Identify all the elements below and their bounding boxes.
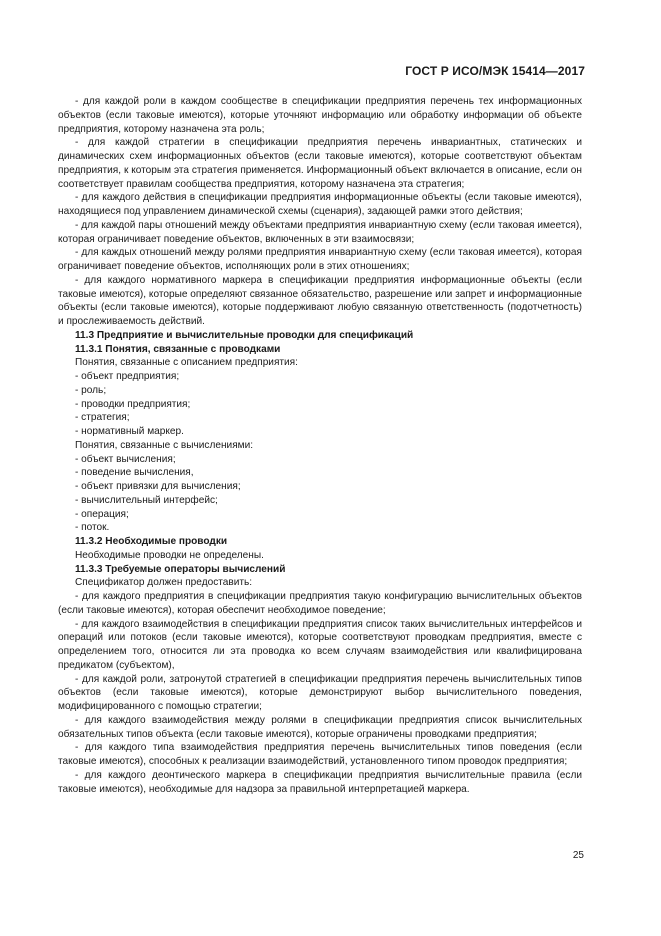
paragraph: Необходимые проводки не определены.	[75, 549, 264, 561]
paragraph: - для каждого действия в спецификации предприятия информационные объекты (если таковые имеются), находящиеся под управлением динамической схемы (сценария), задающей рамки этого действия;	[58, 192, 582, 217]
paragraph: - для каждой пары отношений между объектами предприятия инвариантную схему (если таковая имеется), которая ограничивает поведение объектов, включенных в эти взаимосвязи;	[58, 219, 582, 245]
subsection-heading: 11.3.3 Требуемые операторы вычислений	[75, 563, 286, 575]
list-item: - стратегия;	[75, 412, 130, 424]
paragraph: Понятия, связанные с вычислениями:	[75, 439, 254, 451]
page-number: 25	[572, 850, 584, 861]
list-item: - роль;	[75, 384, 107, 396]
paragraph: - для каждого взаимодействия между ролями в спецификации предприятия список вычислительных обязательных типов объекта (если таковые имеются), которые ограничены проводками предприятия;	[58, 714, 582, 740]
paragraph: Спецификатор должен предоставить:	[75, 577, 253, 589]
list-item: - объект привязки для вычисления;	[75, 481, 241, 492]
subsection-heading: 11.3.1 Понятия, связанные с проводками	[75, 343, 281, 355]
paragraph: - для каждого нормативного маркера в спецификации предприятия информационные объекты (если таковые имеются), которые определяют связанное обязательство, разрешение или запрет и информационные объекты (если таковые имеются), которые поддерживают любую связанную ответственность (подотчетность) и прослеживаемость действий.	[58, 274, 582, 327]
section-heading: 11.3 Предприятие и вычислительные проводки для спецификаций	[75, 329, 414, 341]
paragraph: - для каждого взаимодействия в спецификации предприятия список таких вычислительных интерфейсов и операций или потоков (если таковые имеются), которые соответствуют проводкам предприятия, вместе с определением того, относится ли эта проводка ко всем случаям взаимодействия или квалифицирована предикатом (субъектом),	[58, 618, 582, 671]
list-item: - объект вычисления;	[75, 453, 176, 465]
list-item: - операция;	[75, 508, 129, 520]
paragraph: - для каждой роли в каждом сообществе в спецификации предприятия перечень тех информационных объектов (если таковые имеются), которые уточняют информацию или обработку информации об объекте предприятия, которому назначена эта роль;	[58, 96, 582, 135]
paragraph: - для каждой роли, затронутой стратегией в спецификации предприятия перечень вычислительных типов объектов (если таковые имеются), которые демонстрируют выбор вычислительного поведения, модифицированного с помощью стратегии;	[58, 673, 582, 712]
list-item: - вычислительный интерфейс;	[75, 494, 218, 506]
subsection-heading: 11.3.2 Необходимые проводки	[75, 536, 228, 547]
paragraph: Понятия, связанные с описанием предприятия:	[75, 357, 298, 369]
list-item: - нормативный маркер.	[75, 426, 184, 437]
paragraph: - для каждой стратегии в спецификации предприятия перечень инвариантных, статических и динамических схем информационных объектов (если таковые имеются), которые соответствуют объектам предприятия, к которым эта стратегия применяется. Информационный объект включается в описание, если он соответствует правилам сообщества предприятия, которому назначена эта стратегия;	[58, 137, 582, 190]
list-item: - поведение вычисления,	[75, 467, 194, 479]
paragraph: - для каждого деонтического маркера в спецификации предприятия вычислительные правила (если таковые имеются), необходимые для надзора за правильной интерпретацией маркера.	[58, 769, 582, 795]
list-item: - проводки предприятия;	[75, 398, 191, 410]
document-body	[58, 95, 582, 796]
paragraph: - для каждых отношений между ролями предприятия инвариантную схему (если таковая имеется), которая ограничивает поведение объектов, исполняющих роли в этих отношениях;	[58, 247, 582, 272]
list-item: - поток.	[75, 522, 110, 534]
paragraph: - для каждого предприятия в спецификации предприятия такую конфигурацию вычислительных объектов (если таковые имеются), которая обеспечит необходимое поведение;	[58, 591, 582, 616]
document-header-title: ГОСТ Р ИСО/МЭК 15414—2017	[405, 64, 585, 78]
list-item: - объект предприятия;	[75, 371, 180, 382]
paragraph: - для каждого типа взаимодействия предприятия перечень вычислительных типов поведения (если таковые имеются), способных к реализации взаимодействий, установленного типом проводок предприятия;	[58, 742, 582, 767]
